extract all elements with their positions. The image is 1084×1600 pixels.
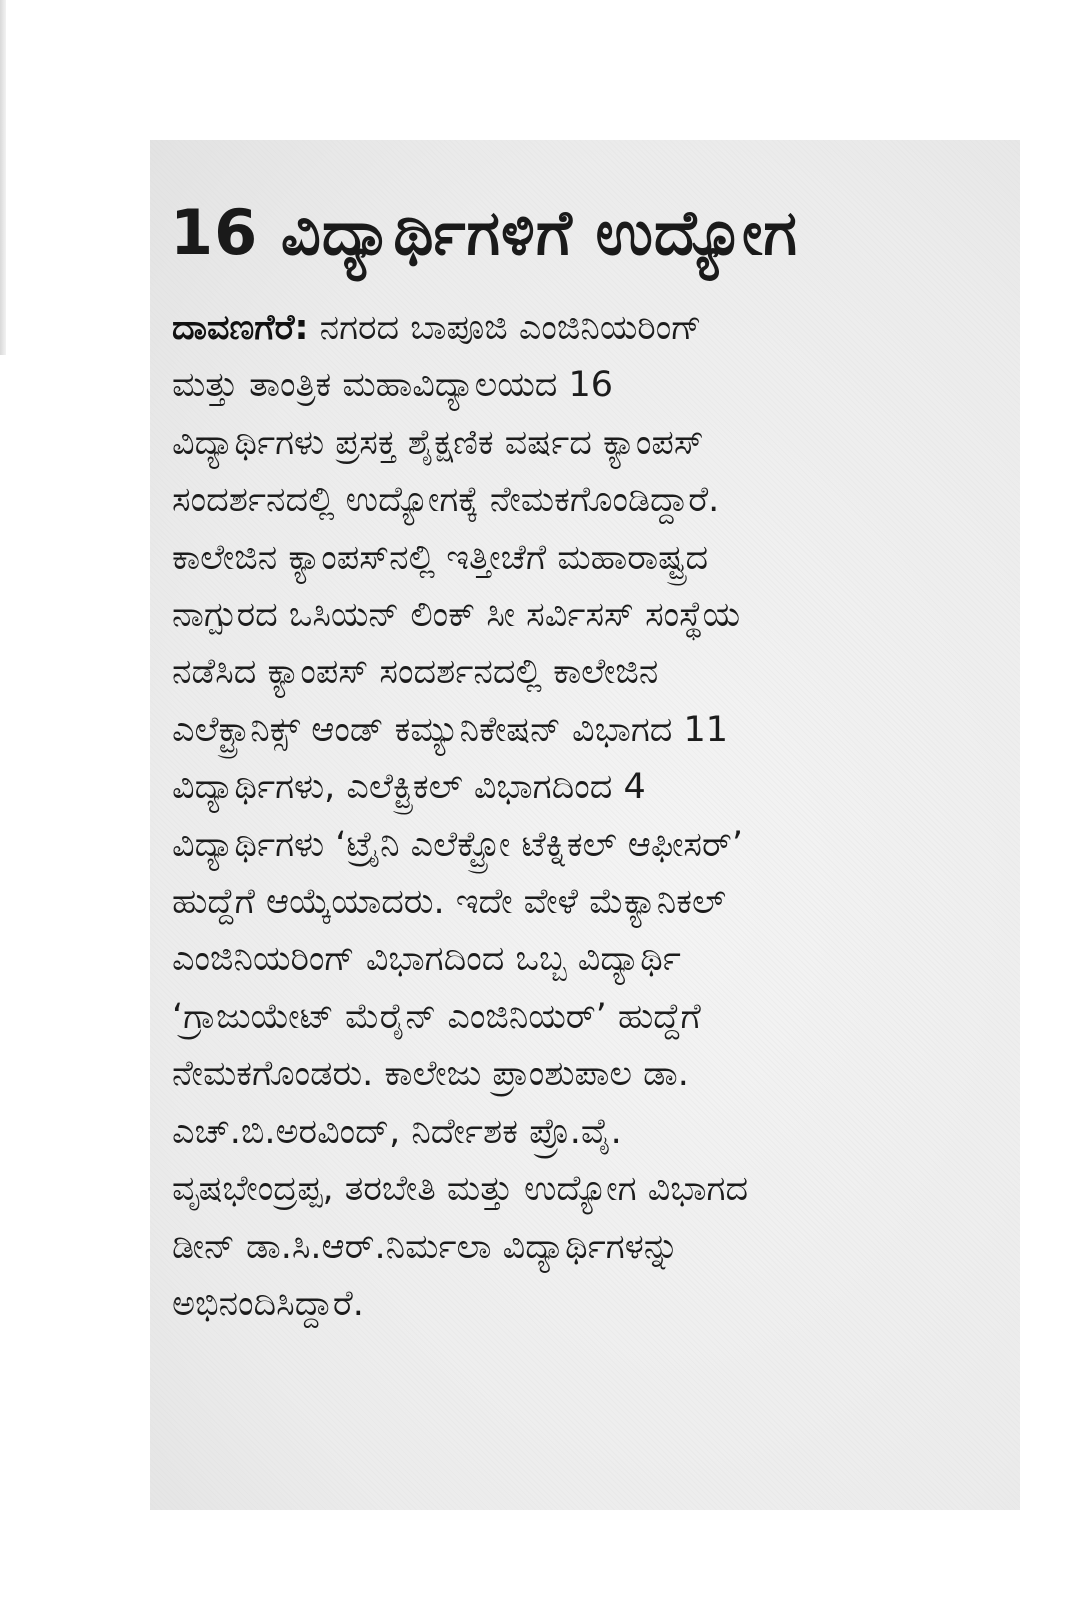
article-line: ನಡೆಸಿದ ಕ್ಯಾಂಪಸ್ ಸಂದರ್ಶನದಲ್ಲಿ ಕಾಲೇಜಿನ [172,652,659,693]
article-line: ವಿದ್ಯಾರ್ಥಿಗಳು, ಎಲೆಕ್ಟ್ರಿಕಲ್ ವಿಭಾಗದಿಂದ 4 [172,767,646,808]
article-line: ಎಂಜಿನಿಯರಿಂಗ್ ವಿಭಾಗದಿಂದ ಒಬ್ಬ ವಿದ್ಯಾರ್ಥಿ [172,939,681,980]
article-line [172,300,992,357]
article-line: ನಾಗ್ಪುರದ ಒಸಿಯನ್ ಲಿಂಕ್ ಸೀ ಸರ್ವಿಸಸ್ ಸಂಸ್ಥೆಯ [172,595,741,636]
article-line: ಕಾಲೇಜಿನ ಕ್ಯಾಂಪಸ್‌ನಲ್ಲಿ ಇತ್ತೀಚೆಗೆ ಮಹಾರಾಷ್ಟ್ರದ [172,537,709,578]
article-line: ಹುದ್ದೆಗೆ ಆಯ್ಕೆಯಾದರು. ಇದೇ ವೇಳೆ ಮೆಕ್ಯಾನಿಕಲ್ [172,882,726,923]
article-line: ‘ಗ್ರಾಜುಯೇಟ್ ಮೆರೈನ್ ಎಂಜಿನಿಯರ್’ ಹುದ್ದೆಗೆ [172,996,701,1037]
article-line: ನೇಮಕಗೊಂಡರು. ಕಾಲೇಜು ಪ್ರಾಂಶುಪಾಲ ಡಾ. [172,1054,689,1095]
article-line: ವೃಷಭೇಂದ್ರಪ್ಪ, ತರಬೇತಿ ಮತ್ತು ಉದ್ಯೋಗ ವಿಭಾಗದ [172,1169,749,1210]
scan-edge-shadow [0,0,6,355]
article-line: ಮತ್ತು ತಾಂತ್ರಿಕ ಮಹಾವಿದ್ಯಾಲಯದ 16 [172,365,614,406]
article-body [172,300,992,1333]
article-line: ಅಭಿನಂದಿಸಿದ್ದಾರೆ. [172,1283,364,1324]
article-line: ವಿದ್ಯಾರ್ಥಿಗಳು ‘ಟ್ರೈನಿ ಎಲೆಕ್ಟ್ರೋ ಟೆಕ್ನಿಕಲ್ ಆಫೀಸರ್’ [172,824,743,865]
headline: 16 ವಿದ್ಯಾರ್ಥಿಗಳಿಗೆ ಉದ್ಯೋಗ [170,196,798,269]
article-line: ವಿದ್ಯಾರ್ಥಿಗಳು ಪ್ರಸಕ್ತ ಶೈಕ್ಷಣಿಕ ವರ್ಷದ ಕ್ಯಾಂಪಸ್ [172,422,704,463]
article-text: ನಗರದ ಬಾಪೂಜಿ ಎಂಜಿನಿಯರಿಂಗ್ [308,308,702,348]
dateline: ದಾವಣಗೆರೆ: [172,308,309,348]
article-line: ಎಚ್.ಬಿ.ಅರವಿಂದ್, ನಿರ್ದೇಶಕ ಪ್ರೊ.ವೈ. [172,1111,622,1152]
article-line: ಸಂದರ್ಶನದಲ್ಲಿ ಉದ್ಯೋಗಕ್ಕೆ ನೇಮಕಗೊಂಡಿದ್ದಾರೆ. [172,480,720,521]
article-line: ಡೀನ್ ಡಾ.ಸಿ.ಆರ್.ನಿರ್ಮಲಾ ವಿದ್ಯಾರ್ಥಿಗಳನ್ನು [172,1226,680,1267]
article-line: ಎಲೆಕ್ಟ್ರಾನಿಕ್ಸ್ ಆಂಡ್ ಕಮ್ಯುನಿಕೇಷನ್ ವಿಭಾಗದ 11 [172,709,729,750]
